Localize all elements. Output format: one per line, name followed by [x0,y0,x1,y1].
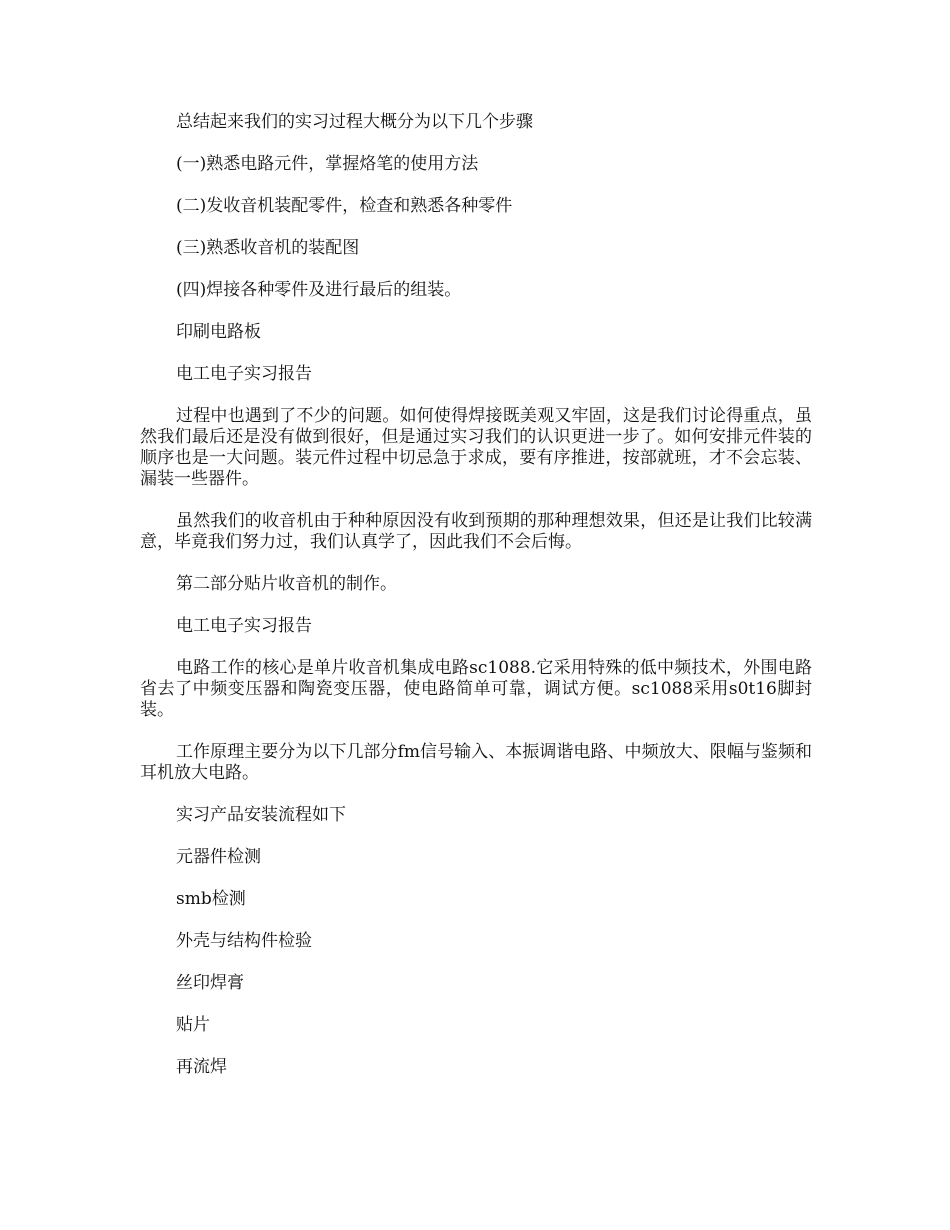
paragraph: 元器件检测 [176,847,261,867]
paragraph: 印刷电路板 [176,322,261,342]
paragraph: (二)发收音机装配零件，检查和熟悉各种零件 [176,196,513,216]
paragraph: (一)熟悉电路元件，掌握烙笔的使用方法 [176,154,479,174]
paragraph: 电工电子实习报告 [176,616,312,636]
paragraph: (四)焊接各种零件及进行最后的组装。 [176,280,462,300]
paragraph: 电工电子实习报告 [176,364,312,384]
paragraph: 外壳与结构件检验 [176,931,312,951]
paragraph: 丝印焊膏 [176,973,244,993]
paragraph: 过程中也遇到了不少的问题。如何使得焊接既美观又牢固，这是我们讨论得重点，虽然我们最后还是没有做到很好，但是通过实习我们的认识更进一步了。如何安排元件装的顺序也是一大问题。装元件过程中切忌急于求成，要有序推进，按部就班，才不会忘装、漏装一些器件。 [140,406,812,489]
paragraph: 虽然我们的收音机由于种种原因没有收到预期的那种理想效果，但还是让我们比较满意，毕竟我们努力过，我们认真学了，因此我们不会后悔。 [140,511,812,552]
paragraph: 总结起来我们的实习过程大概分为以下几个步骤 [176,112,533,132]
paragraph: 第二部分贴片收音机的制作。 [176,574,397,594]
paragraph: (三)熟悉收音机的装配图 [176,238,360,258]
paragraph: 贴片 [176,1015,210,1035]
paragraph: 电路工作的核心是单片收音机集成电路sc1088.它采用特殊的低中频技术，外围电路省去了中频变压器和陶瓷变压器，使电路简单可靠，调试方便。sc1088采用s0t16脚封装。 [140,658,812,720]
paragraph: 工作原理主要分为以下几部分fm信号输入、本振调谐电路、中频放大、限幅与鉴频和耳机放大电路。 [140,742,812,783]
document-body [140,112,812,1099]
paragraph: 再流焊 [176,1057,227,1077]
paragraph: 实习产品安装流程如下 [176,805,346,825]
paragraph: smb检测 [176,889,246,909]
